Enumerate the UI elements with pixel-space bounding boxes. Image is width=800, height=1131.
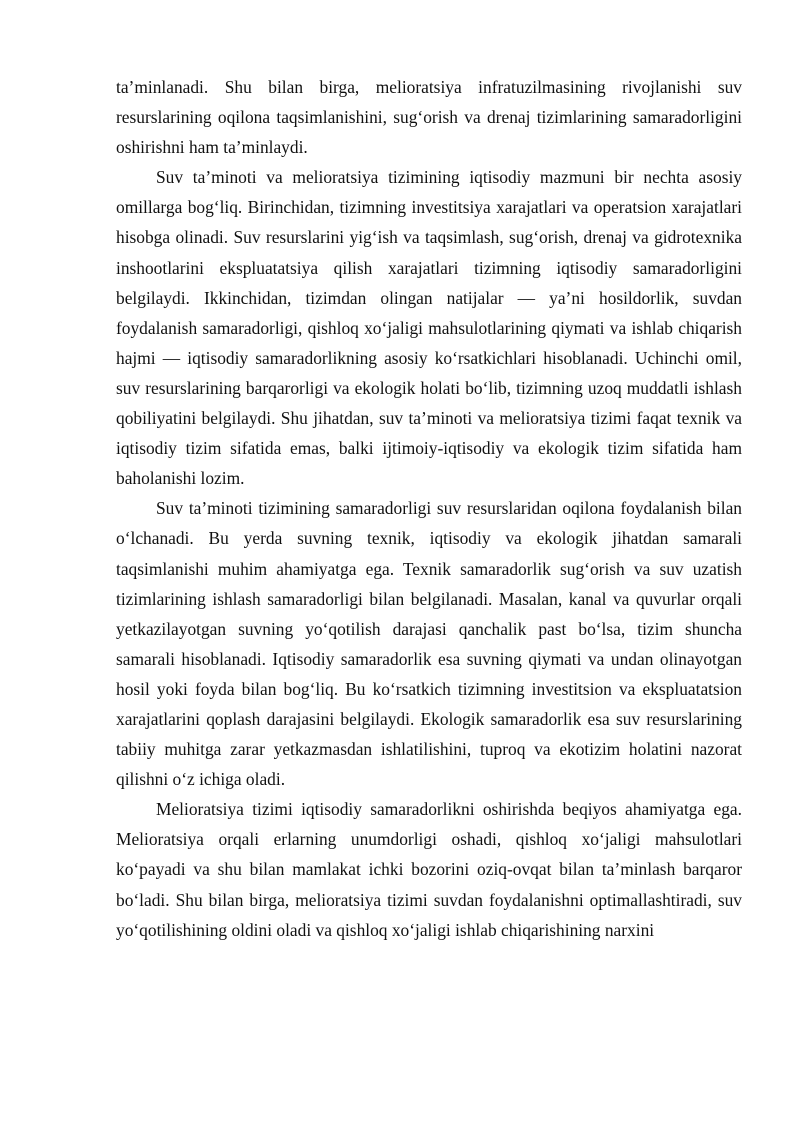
paragraph-melioration-importance: Melioratsiya tizimi iqtisodiy samaradorlikni oshirishda beqiyos ahamiyatga ega. Melioratsiya orqali erlarning unumdorligi oshadi, qishloq xo‘jaligi mahsulotlari ko‘payadi va shu bilan mamlakat ichki bozorini oziq-ovqat bilan ta’minlash barqaror bo‘ladi. Shu bilan birga, melioratsiya tizimi suvdan foydalanishni optimallashtiradi, suv yo‘qotilishining oldini oladi va qishloq xo‘jaligi ishlab chiqarishining narxini [116,799,742,940]
paragraph-continuation: ta’minlanadi. Shu bilan birga, melioratsiya infratuzilmasining rivojlanishi suv resurslarining oqilona taqsimlanishini, sug‘orish va drenaj tizimlarining samaradorligini oshirishni ham ta’minlaydi. [116,77,742,158]
paragraph-economic-content: Suv ta’minoti va melioratsiya tizimining iqtisodiy mazmuni bir nechta asosiy omillarga bog‘liq. Birinchidan, tizimning investitsiya xarajatlari va operatsion xarajatlari hisobga olinadi. Suv resurslarini yig‘ish va taqsimlash, sug‘orish, drenaj va gidrotexnika inshootlarini ekspluatatsiya qilish xarajatlari tizimning iqtisodiy samaradorligini belgilaydi. Ikkinchidan, tizimdan olingan natijalar — ya’ni hosildorlik, suvdan foydalanish samaradorligi, qishloq xo‘jaligi mahsulotlarining qiymati va ishlab chiqarish hajmi — iqtisodiy samaradorlikning asosiy ko‘rsatkichlari hisoblanadi. Uchinchi omil, suv resurslarining barqarorligi va ekologik holati bo‘lib, tizimning uzoq muddatli ishlash qobiliyatini belgilaydi. Shu jihatdan, suv ta’minoti va melioratsiya tizimi faqat texnik va iqtisodiy tizim sifatida emas, balki ijtimoiy-iqtisodiy va ekologik tizim sifatida ham baholanishi lozim. [116,167,742,489]
paragraph-water-supply-efficiency: Suv ta’minoti tizimining samaradorligi suv resurslaridan oqilona foydalanish bilan o‘lchanadi. Bu yerda suvning texnik, iqtisodiy va ekologik jihatdan samarali taqsimlanishi muhim ahamiyatga ega. Texnik samaradorlik sug‘orish va suv uzatish tizimlarining ishlash samaradorligi bilan belgilanadi. Masalan, kanal va quvurlar orqali yetkazilayotgan suvning yo‘qotilish darajasi qanchalik past bo‘lsa, tizim shuncha samarali hisoblanadi. Iqtisodiy samaradorlik esa suvning qiymati va undan olinayotgan hosil yoki foyda bilan bog‘liq. Bu ko‘rsatkich tizimning investitsion va ekspluatatsion xarajatlarini qoplash darajasini belgilaydi. Ekologik samaradorlik esa suv resurslarining tabiiy muhitga zarar yetkazmasdan ishlatilishini, tuproq va ekotizim holatini nazorat qilishni o‘z ichiga oladi. [116,498,742,790]
document-page [116,72,742,945]
